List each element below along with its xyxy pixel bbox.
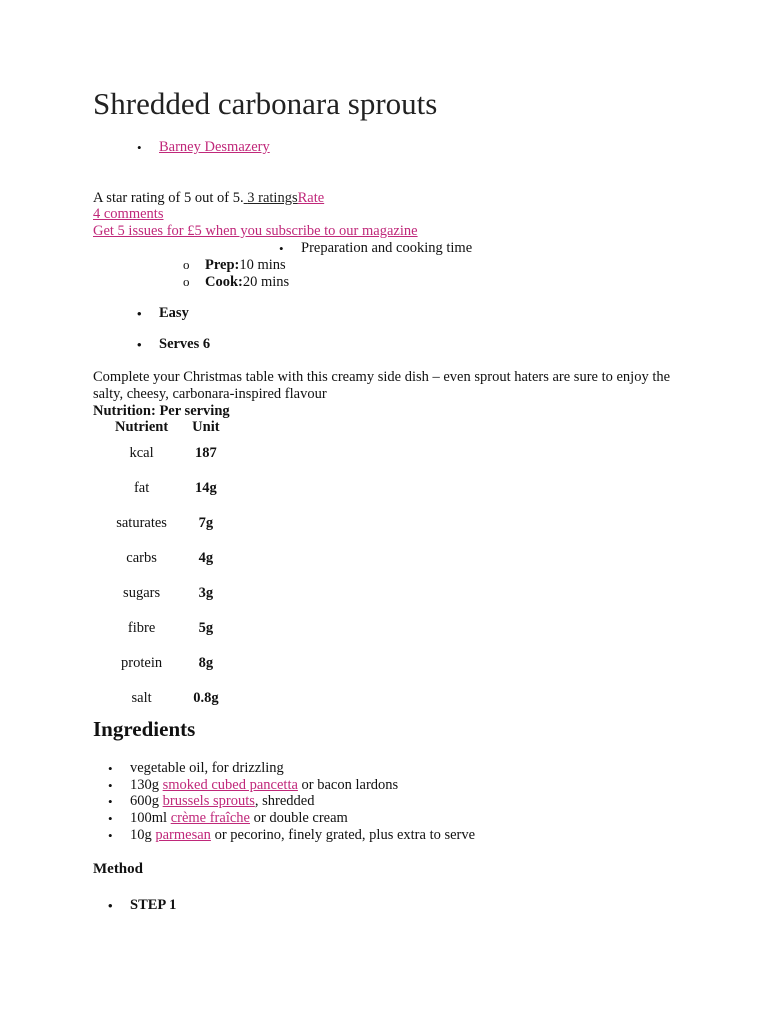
ingredient-item <box>130 827 475 844</box>
nutrition-heading: Nutrition: Per serving <box>93 403 230 419</box>
nutrition-table <box>103 418 232 716</box>
comments-link[interactable]: 4 comments <box>93 206 164 222</box>
author-item <box>159 139 270 156</box>
cook-time <box>205 274 289 291</box>
ingredients-heading: Ingredients <box>93 717 196 741</box>
ratings-count-link[interactable]: 3 ratings <box>247 190 298 206</box>
nutrient-value: 14g <box>195 480 217 496</box>
ingredient-note: or pecorino, finely grated, plus extra to serve <box>210 827 476 843</box>
table-row <box>103 576 232 611</box>
ingredient-item <box>130 793 314 810</box>
subscribe-link[interactable]: Get 5 issues for £5 when you subscribe to our magazine <box>93 223 418 239</box>
nutrient-value: 3g <box>198 585 214 601</box>
prep-value: 10 mins <box>239 257 286 273</box>
nutrient-value: 4g <box>198 550 214 566</box>
author-link[interactable]: Barney Desmazery <box>159 139 270 155</box>
ingredient-link[interactable]: crème fraîche <box>170 810 250 826</box>
nutrient-name: salt <box>131 690 152 706</box>
table-row <box>103 541 232 576</box>
method-heading: Method <box>93 861 143 877</box>
nutrient-name: fibre <box>127 620 156 636</box>
ingredient-item <box>130 810 348 827</box>
ingredient-link[interactable]: brussels sprouts <box>162 793 255 809</box>
nutrient-value: 187 <box>195 445 217 461</box>
description: Complete your Christmas table with this creamy side dish – even sprout haters are sure to enjoy the salty, cheesy, carbonara-inspired flavour <box>93 369 671 402</box>
ingredient-qty: 600g <box>130 793 163 809</box>
nutrient-value: 0.8g <box>193 690 219 706</box>
table-row <box>103 646 232 681</box>
nutrient-name: kcal <box>129 445 154 461</box>
ingredient-item <box>130 777 398 794</box>
nutrient-value: 8g <box>198 655 214 671</box>
cook-label: Cook: <box>205 274 243 290</box>
ingredient-qty: 10g <box>130 827 156 843</box>
ingredient-item <box>130 760 284 777</box>
ingredient-link[interactable]: parmesan <box>155 827 211 843</box>
ingredient-qty: 100ml <box>130 810 171 826</box>
nutrient-name: carbs <box>126 550 157 566</box>
method-step: • STEP 1 <box>130 897 176 914</box>
col-unit: Unit <box>192 418 220 435</box>
rate-link[interactable]: Rate <box>297 190 325 206</box>
table-row <box>103 506 232 541</box>
time-heading: • Preparation and cooking time <box>301 240 472 257</box>
nutrient-name: protein <box>121 655 163 671</box>
prep-label: Prep: <box>205 257 240 273</box>
prep-time <box>205 257 286 274</box>
rating-text: A star rating of 5 out of 5. <box>93 190 244 206</box>
nutrient-name: sugars <box>123 585 161 601</box>
nutrient-value: 7g <box>198 515 214 531</box>
cook-value: 20 mins <box>242 274 290 290</box>
table-row <box>103 611 232 646</box>
serves: • Serves 6 <box>159 336 210 353</box>
difficulty: • Easy <box>159 305 189 322</box>
ingredient-note: or bacon lardons <box>297 777 399 793</box>
page-title: Shredded carbonara sprouts <box>93 86 438 121</box>
ingredient-note: or double cream <box>249 810 348 826</box>
nutrient-name: saturates <box>116 515 167 531</box>
ingredient-text: vegetable oil, for drizzling <box>130 760 284 776</box>
table-row <box>103 471 232 506</box>
ingredient-qty: 130g <box>130 777 163 793</box>
ingredient-link[interactable]: smoked cubed pancetta <box>162 777 298 793</box>
table-row <box>103 436 232 471</box>
table-row <box>103 681 232 716</box>
col-nutrient: Nutrient <box>115 418 169 435</box>
nutrient-name: fat <box>133 480 150 496</box>
ingredient-note: , shredded <box>254 793 315 809</box>
rating-line <box>93 190 324 207</box>
nutrient-value: 5g <box>198 620 214 636</box>
